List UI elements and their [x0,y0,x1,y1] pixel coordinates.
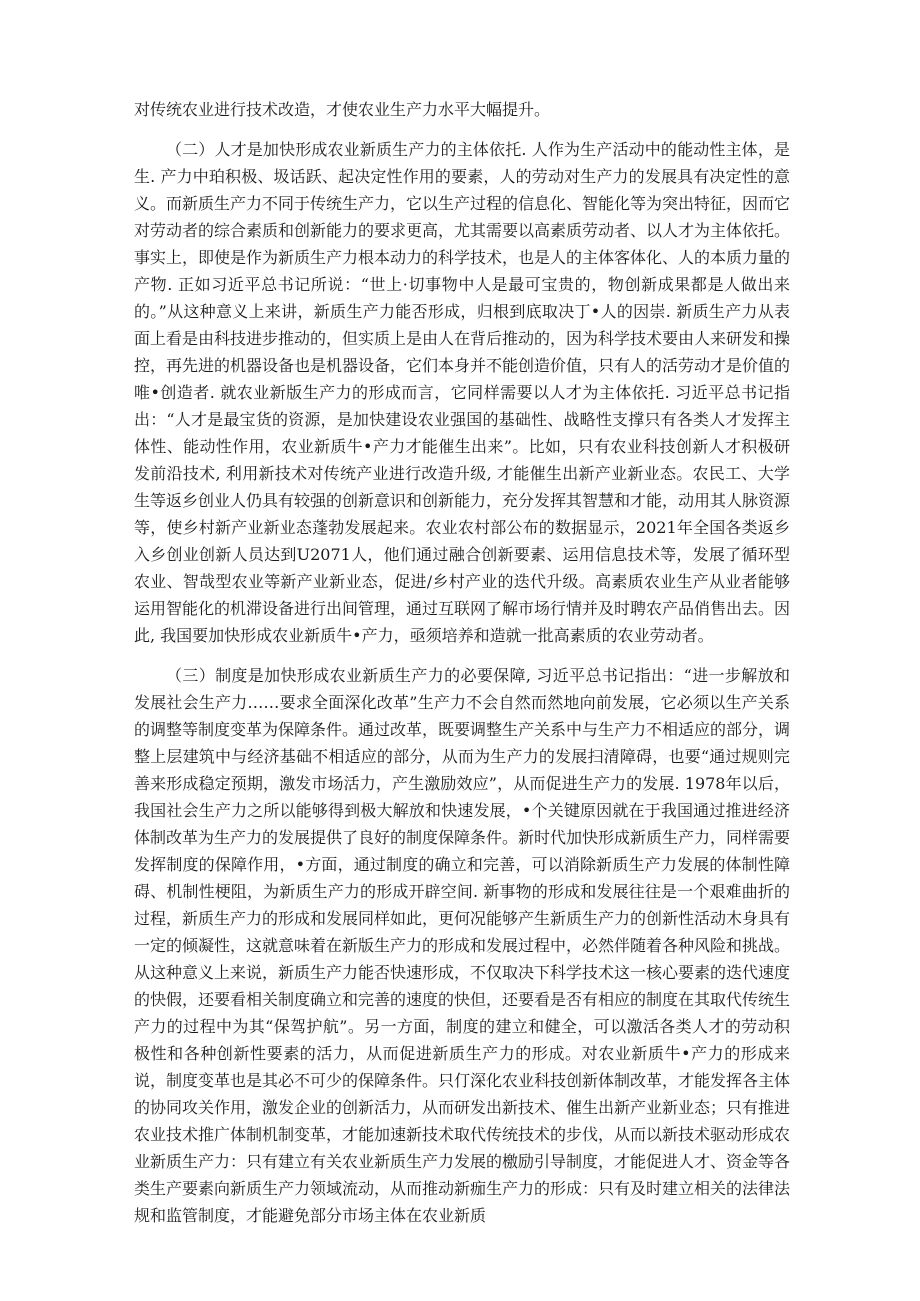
paragraph-talent-section: （二）人才是加快形成农业新质生产力的主体依托. 人作为生产活动中的能动性主体，是生. 产力中珀积极、圾话跃、起决定性作用的要素，人的劳动对生产力的发展具有决定性的意义。而新质生产力不同于传统生产力，它以生产过程的信息化、智能化等为突出特征，因而它对劳动者的综合素质和创新能力的要求更高，尤其需要以高素质劳动者、以人才为主体依托。事实上，即使是作为新质生产力根本动力的科学技术，也是人的主体客体化、人的本质力量的产物. 正如习近平总书记所说：“世上·切事物中人是最可宝贵的，物创新成果都是人做出来的。”从这种意义上来讲，新质生产力能否形成，归根到底取决丁•人的因崇. 新质生产力从表面上看是由科技进步推动的，但实质上是由人在背后推动的，因为科学技术要由人来研发和操控，再先进的机器设备也是机器设备，它们本身并不能创造价值，只有人的活劳动才是价值的唯•创造者. 就农业新版生产力的形成而言，它同样需要以人才为主体依托. 习近平总书记指出：“人才是最宝货的资源，是加快建设农业强国的基础性、战略性支撑只有各类人才发挥主体性、能动性作用，农业新质牛•产力才能催生出来”。比如，只有农业科技创新人才积极研发前沿技术, 利用新技术对传统产业进行改造升级, 才能催生出新产业新业态。农民工、大学生等返乡创业人仍具有较强的创新意识和创新能力，充分发挥其智慧和才能，动用其人脉资源等，使乡村新产业新业态蓬勃发展起来。农业农村部公布的数据显示，2021年全国各类返乡入乡创业创新人员达到U2071人，他们通过融合创新要素、运用信息技术等，发展了循环型农业、智哉型农业等新产业新业态，促进/乡村产业的迭代升级。高素质农业生产从业者能够运用智能化的机滞设备进行出间管理，通过互联网了解市场行情并及时聘农产品俏售出去。因此, 我国要加快形成农业新质牛•产力，亟须培养和造就一批高素质的农业劳动者。 [134,140,791,645]
paragraph-continuation: 对传统农业进行技术改造，才使农业生产力水平大幅提升。 [134,100,551,119]
paragraph-institution-section: （三）制度是加快形成农业新质生产力的必要保障, 习近平总书记指出：“进一步解放和发展社会生产力……要求全面深化改革”生产力不会自然而然地向前发展，它必须以生产关系的调整等制度变革为保障条件。通过改革，既要调整生产关系中与生产力不相适应的部分，调整上层建筑中与经济基础不相适应的部分，从而为生产力的发展扫清障碍，也要“通过规则完善来形成稳定预期，激发市场活力，产生激励效应”，从而促进生产力的发展. 1978年以后，我国社会生产力之所以能够得到极大解放和快速发展，•个关键原因就在于我国通过推进经济体制改革为生产力的发展提供了良好的制度保障条件。新时代加快形成新质生产力，同样需要发挥制度的保障作用，•方面，通过制度的确立和完善，可以消除新质生产力发展的体制性障碍、机制性梗阻，为新质生产力的形成开辟空间. 新事物的形成和发展往往是一个艰难曲折的过程，新质生产力的形成和发展同样如此，更何况能够产生新质生产力的创新性活动木身具有一定的倾凝性，这就意味着在新版生产力的形成和发展过程中，必然伴随着各种风险和挑战。从这种意义上来说，新质生产力能否快速形成，不仅取决下科学技术这一核心要素的迭代速度的快假，还要看相关制度确立和完善的速度的快但，还要看是否有相应的制度在其取代传统生产力的过程中为其“保驾护航”。另一方面，制度的建立和健全，可以激活各类人才的劳动积极性和各种创新性要素的活力，从而促进新质生产力的形成。对农业新质牛•产力的形成来说，制度变革也是其必不可少的保障条件。只仃深化农业科技创新体制改革，才能发挥各主体的协同攻关作用，激发企业的创新活力，从而研发出新技术、催生出新产业新业态；只有推进农业技术推广体制机制变革，才能加速新技术取代传统技术的步伐，从而以新技术驱动形成农业新质生产力：只有建立有关农业新质生产力发展的檄励引导制度，才能促进人才、资金等各类生产要素向新质生产力领域流动，从而推动新痂生产力的形成：只有及时建立相关的法律法规和监管制度，才能避免部分市场主体在农业新质 [134,666,791,1225]
document-page [134,96,790,1242]
